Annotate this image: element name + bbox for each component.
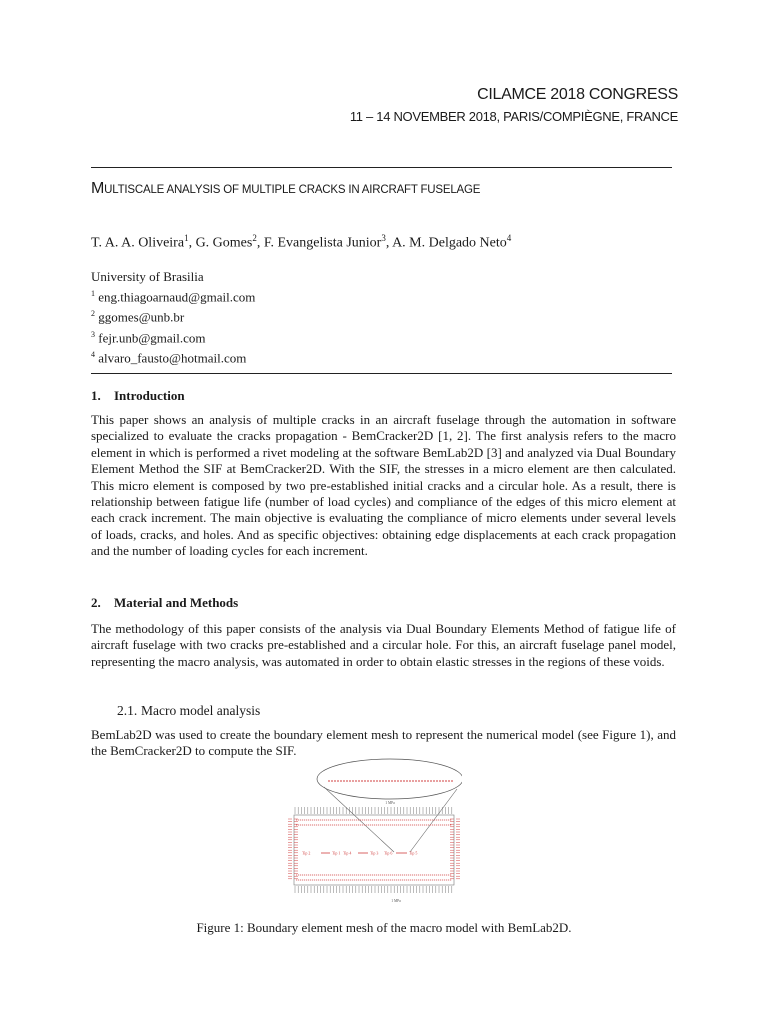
institution: University of Brasilia xyxy=(91,269,204,284)
author-mark: 2 xyxy=(252,233,257,243)
macro-paragraph: BemLab2D was used to create the boundary element mesh to represent the numerical model (see Figure 1), and the BemCracker2D to compute the SIF. xyxy=(91,727,676,759)
author-mark: 1 xyxy=(184,233,189,243)
section-title: Material and Methods xyxy=(114,595,239,610)
subsection-number: 2.1. xyxy=(117,703,138,718)
affiliation-block xyxy=(91,268,255,366)
author-sep: , xyxy=(385,235,393,251)
load-label-top: 1 MPa xyxy=(385,801,395,805)
title-rule-top xyxy=(91,167,672,168)
paper-title xyxy=(91,180,480,198)
tip-label: Tip 6 xyxy=(384,850,393,856)
section-heading-methods xyxy=(91,595,238,611)
author-name: G. Gomes xyxy=(195,235,253,251)
section-number: 2. xyxy=(91,595,101,610)
email-mark: 2 xyxy=(91,309,95,319)
email-line xyxy=(91,346,255,366)
email-address: alvaro_fausto@hotmail.com xyxy=(98,350,247,366)
zoom-connector-left xyxy=(324,787,394,852)
section-title: Introduction xyxy=(114,388,185,403)
figure-caption: Figure 1: Boundary element mesh of the macro model with BemLab2D. xyxy=(196,920,572,935)
load-label-bottom: 1 MPa xyxy=(391,899,401,903)
title-initial: M xyxy=(91,180,105,197)
section-rule xyxy=(91,373,672,374)
tip-label: Tip 1 xyxy=(332,850,341,856)
tip-label: Tip 3 xyxy=(370,850,379,856)
tip-label: Tip 2 xyxy=(302,850,311,856)
tip-label: Tip 4 xyxy=(343,850,352,856)
email-line xyxy=(91,326,255,346)
zoom-connector-right xyxy=(410,789,457,852)
email-address: fejr.unb@gmail.com xyxy=(98,329,206,345)
methods-paragraph: The methodology of this paper consists of the analysis via Dual Boundary Elements Method of fatigue life of aircraft fuselage with two cracks pre-established and a circular hole. For this, an aircraft fuselage panel model, representing the macro analysis, was automated in order to obtain elastic stresses in the regions of these voids. xyxy=(91,621,676,669)
zoom-ellipse xyxy=(317,759,462,799)
email-mark: 4 xyxy=(91,349,95,359)
author-mark: 3 xyxy=(381,233,386,243)
email-line xyxy=(91,285,255,305)
title-rest: ULTISCALE ANALYSIS OF MULTIPLE CRACKS IN AIRCRAFT FUSELAGE xyxy=(104,184,481,196)
conference-title: CILAMCE 2018 CONGRESS xyxy=(477,86,678,103)
boundary-mesh xyxy=(288,819,460,880)
email-mark: 1 xyxy=(91,289,95,298)
author-name: T. A. A. Oliveira xyxy=(91,235,185,251)
subsection-heading-macro xyxy=(117,703,260,719)
section-number: 1. xyxy=(91,388,101,403)
email-address: eng.thiagoarnaud@gmail.com xyxy=(98,289,256,305)
section-heading-introduction xyxy=(91,388,185,404)
author-sep: , xyxy=(256,235,264,251)
author-mark: 4 xyxy=(506,233,512,243)
macro-model-figure xyxy=(286,757,462,904)
author-name: A. M. Delgado Neto xyxy=(392,235,507,251)
author-name: F. Evangelista Junior xyxy=(263,235,382,251)
email-mark: 3 xyxy=(91,329,95,339)
top-load-arrows xyxy=(295,807,452,814)
author-list xyxy=(91,233,511,252)
email-address: ggomes@unb.br xyxy=(98,309,185,325)
email-line xyxy=(91,305,255,325)
author-sep: , xyxy=(188,235,196,251)
tip-label: Tip 5 xyxy=(409,850,418,856)
bottom-load-arrows xyxy=(295,886,452,893)
introduction-paragraph: This paper shows an analysis of multiple cracks in an aircraft fuselage through the automation in software specialized to evaluate the cracks propagation - BemCracker2D [1, 2]. The first analysis refers to the macro element in which is performed a rivet modeling at the software BemLab2D [3] and analyzed via Dual Boundary Element Method the SIF at BemCracker2D. With the SIF, the stresses in a micro element are then calculated. This micro element is composed by two pre-established initial cracks and a circular hole. As a result, there is relationship between fatigue life (number of load cycles) and compliance of the edges of this micro element at each crack increment. The main objective is evaluating the compliance of micro elements under several levels of loads, cracks, and holes. And as specific objectives: obtaining edge displacements at each crack propagation and the number of loading cycles for each increment. xyxy=(91,412,676,559)
subsection-title: Macro model analysis xyxy=(141,703,261,718)
conference-dates: 11 – 14 NOVEMBER 2018, PARIS/COMPIÈGNE, FRANCE xyxy=(349,109,678,124)
